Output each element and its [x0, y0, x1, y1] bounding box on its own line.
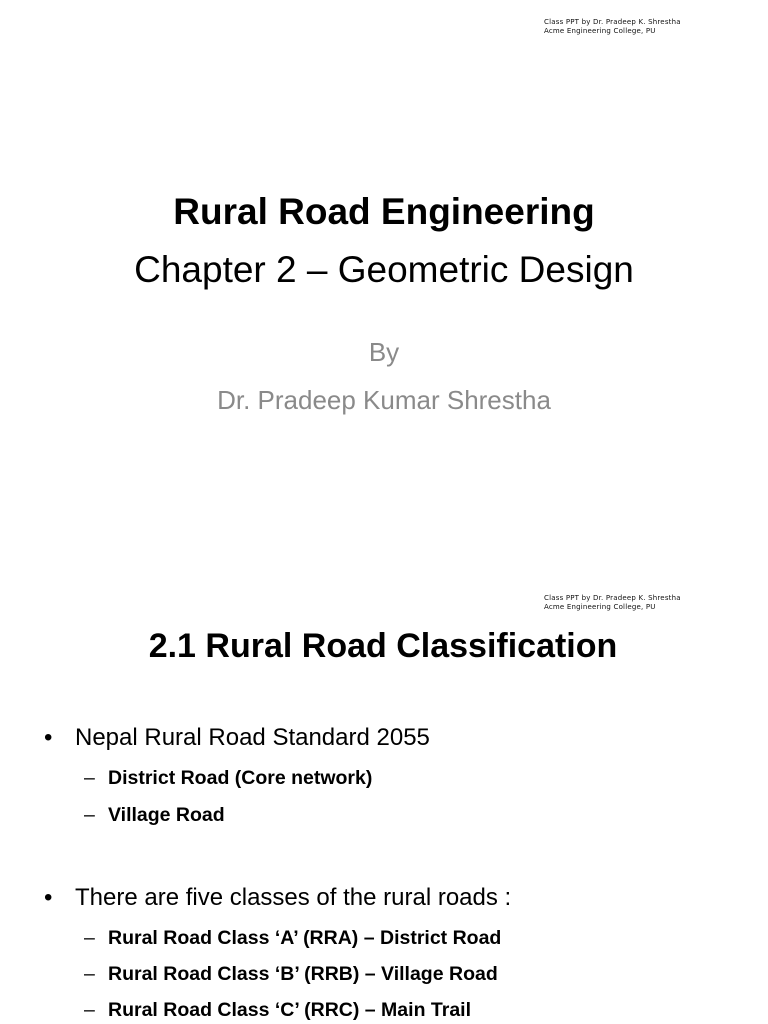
credit-line-2: Acme Engineering College, PU [544, 603, 656, 611]
bullet-text: There are five classes of the rural roads : [75, 884, 512, 911]
bullet-icon: • [44, 724, 53, 751]
sub-bullet-text: Rural Road Class ‘B’ (RRB) – Village Road [108, 963, 498, 985]
dash-icon: – [84, 999, 95, 1021]
sub-bullet-text: Village Road [108, 804, 225, 826]
sub-bullet-item [84, 765, 372, 791]
dash-icon: – [84, 963, 95, 985]
sub-bullet-item [84, 961, 498, 987]
bullet-icon: • [44, 884, 53, 911]
author-name: Dr. Pradeep Kumar Shrestha [217, 385, 551, 415]
sub-bullet-text: Rural Road Class ‘C’ (RRC) – Main Trail [108, 999, 471, 1021]
slide-subtitle: Chapter 2 – Geometric Design [134, 249, 634, 290]
credit-line-1: Class PPT by Dr. Pradeep K. Shrestha [544, 18, 681, 26]
bullet-text: Nepal Rural Road Standard 2055 [75, 724, 430, 751]
bullet-item [44, 882, 511, 914]
sub-bullet-item [84, 802, 225, 828]
section-title: 2.1 Rural Road Classification [148, 627, 618, 665]
classification-slide [0, 576, 768, 1024]
dash-icon: – [84, 927, 95, 949]
slide-credit [544, 594, 681, 612]
sub-bullet-text: District Road (Core network) [108, 767, 373, 789]
dash-icon: – [84, 767, 95, 789]
sub-bullet-item [84, 925, 501, 951]
sub-bullet-text: Rural Road Class ‘A’ (RRA) – District Road [108, 927, 502, 949]
slide-title: Rural Road Engineering [173, 191, 595, 232]
by-label: By [368, 337, 400, 367]
bullet-item [44, 722, 430, 754]
dash-icon: – [84, 804, 95, 826]
credit-line-2: Acme Engineering College, PU [544, 27, 656, 35]
credit-line-1: Class PPT by Dr. Pradeep K. Shrestha [544, 594, 681, 602]
slide-credit [544, 18, 681, 36]
sub-bullet-item [84, 997, 471, 1023]
